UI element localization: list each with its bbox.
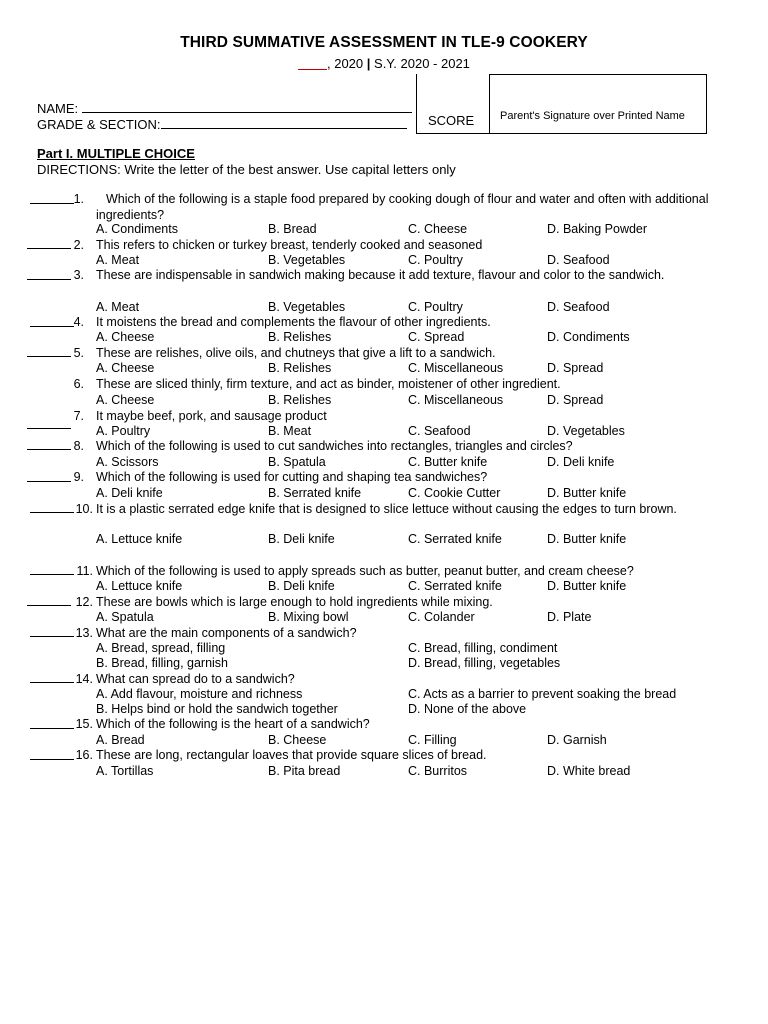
option-c: C. Poultry bbox=[408, 253, 463, 267]
option-d: D. Butter knife bbox=[547, 532, 627, 546]
option-b: B. Relishes bbox=[268, 330, 332, 344]
option-b: B. Relishes bbox=[268, 361, 332, 375]
question-text: It is a plastic serrated edge knife that is designed to slice lettuce without causing the edges to turn brown. bbox=[96, 502, 677, 516]
separator: | bbox=[366, 56, 371, 71]
option-c: C. Bread, filling, condiment bbox=[408, 641, 558, 655]
question-text: It maybe beef, pork, and sausage product bbox=[96, 409, 327, 423]
option-c: C. Seafood bbox=[408, 424, 471, 438]
question-text: Which of the following is used for cutting and shaping tea sandwiches? bbox=[96, 470, 488, 484]
option-b: B. Bread bbox=[268, 222, 317, 236]
question-number: 5. bbox=[73, 346, 84, 360]
option-c: C. Serrated knife bbox=[408, 579, 502, 593]
option-c: C. Miscellaneous bbox=[408, 361, 504, 375]
option-d: D. Spread bbox=[547, 393, 604, 407]
option-d: D. Plate bbox=[547, 610, 592, 624]
question-text: These are indispensable in sandwich making because it add texture, flavour and color to the sandwich. bbox=[96, 268, 665, 282]
option-d: D. Butter knife bbox=[547, 579, 627, 593]
option-a: A. Bread bbox=[96, 733, 145, 747]
option-b: B. Pita bread bbox=[268, 764, 341, 778]
question-number: 10. bbox=[75, 502, 93, 516]
question-number: 8. bbox=[73, 439, 84, 453]
option-b: B. Deli knife bbox=[268, 579, 335, 593]
option-a: A. Cheese bbox=[96, 361, 155, 375]
option-d: D. Garnish bbox=[547, 733, 607, 747]
score-label: SCORE bbox=[428, 113, 475, 128]
option-c: C. Butter knife bbox=[408, 455, 488, 469]
signature-box[interactable] bbox=[489, 74, 707, 134]
option-a: A. Bread, spread, filling bbox=[96, 641, 226, 655]
option-c: C. Serrated knife bbox=[408, 532, 502, 546]
option-b: B. Spatula bbox=[268, 455, 326, 469]
document-title: THIRD SUMMATIVE ASSESSMENT IN TLE-9 COOKERY bbox=[180, 34, 588, 51]
option-a: A. Meat bbox=[96, 253, 140, 267]
option-b: B. Serrated knife bbox=[268, 486, 362, 500]
question-text: These are bowls which is large enough to hold ingredients while mixing. bbox=[96, 595, 493, 609]
option-d: D. Seafood bbox=[547, 253, 610, 267]
option-c: C. Cookie Cutter bbox=[408, 486, 501, 500]
question-number: 1. bbox=[73, 192, 84, 206]
date-year: , 2020 bbox=[327, 56, 367, 71]
question-number: 7. bbox=[73, 409, 84, 423]
option-d: D. Bread, filling, vegetables bbox=[408, 656, 561, 670]
option-a: A. Condiments bbox=[96, 222, 178, 236]
option-d: D. Butter knife bbox=[547, 486, 627, 500]
option-a: A. Deli knife bbox=[96, 486, 163, 500]
question-number: 2. bbox=[73, 238, 84, 252]
school-year: S.Y. 2020 - 2021 bbox=[370, 56, 470, 71]
question-number: 14. bbox=[75, 672, 93, 686]
question-text: What can spread do to a sandwich? bbox=[96, 672, 295, 686]
name-label: NAME: bbox=[37, 101, 79, 116]
question-text: These are long, rectangular loaves that provide square slices of bread. bbox=[96, 748, 487, 762]
grade-section-line[interactable] bbox=[161, 116, 407, 129]
question-text: Which of the following is used to apply spreads such as butter, peanut butter, and cream cheese? bbox=[96, 564, 634, 578]
option-c: C. Poultry bbox=[408, 300, 463, 314]
grade-section-label: GRADE & SECTION: bbox=[37, 117, 161, 132]
option-c: C. Colander bbox=[408, 610, 475, 624]
option-a: A. Spatula bbox=[96, 610, 154, 624]
question-number: 6. bbox=[73, 377, 84, 391]
option-a: A. Add flavour, moisture and richness bbox=[96, 687, 303, 701]
question-text: Which of the following is a staple food prepared by cooking dough of flour and water and often with additional ingredients? bbox=[96, 192, 709, 222]
option-c: C. Filling bbox=[408, 733, 457, 747]
document-date-line bbox=[0, 56, 768, 71]
question-number: 16. bbox=[75, 748, 93, 762]
option-b: B. Helps bind or hold the sandwich together bbox=[96, 702, 338, 716]
date-blank: ____ bbox=[298, 56, 327, 71]
question-number: 11. bbox=[76, 564, 93, 578]
option-d: D. White bread bbox=[547, 764, 631, 778]
option-b: B. Meat bbox=[268, 424, 312, 438]
option-a: A. Tortillas bbox=[96, 764, 154, 778]
question-number: 15. bbox=[75, 717, 93, 731]
part-title: Part I. MULTIPLE CHOICE bbox=[37, 146, 195, 161]
option-a: A. Cheese bbox=[96, 393, 155, 407]
option-d: D. Baking Powder bbox=[547, 222, 648, 236]
question-number: 3. bbox=[73, 268, 84, 282]
option-a: A. Lettuce knife bbox=[96, 579, 183, 593]
question-number: 9. bbox=[73, 470, 84, 484]
option-c: C. Acts as a barrier to prevent soaking the bread bbox=[408, 687, 677, 701]
option-b: B. Cheese bbox=[268, 733, 327, 747]
option-d: D. Deli knife bbox=[547, 455, 615, 469]
question-text: Which of the following is used to cut sandwiches into rectangles, triangles and circles? bbox=[96, 439, 573, 453]
option-b: B. Vegetables bbox=[268, 253, 346, 267]
option-b: B. Deli knife bbox=[268, 532, 335, 546]
question-number: 4. bbox=[73, 315, 84, 329]
question-text: What are the main components of a sandwich? bbox=[96, 626, 357, 640]
question-text: It moistens the bread and complements the flavour of other ingredients. bbox=[96, 315, 491, 329]
option-b: B. Vegetables bbox=[268, 300, 346, 314]
option-c: C. Burritos bbox=[408, 764, 468, 778]
question-number: 12. bbox=[75, 595, 93, 609]
option-b: B. Mixing bowl bbox=[268, 610, 349, 624]
option-d: D. Spread bbox=[547, 361, 604, 375]
question-text: Which of the following is the heart of a sandwich? bbox=[96, 717, 370, 731]
option-d: D. Seafood bbox=[547, 300, 610, 314]
option-a: A. Poultry bbox=[96, 424, 151, 438]
signature-label: Parent's Signature over Printed Name bbox=[500, 110, 685, 122]
option-a: A. Scissors bbox=[96, 455, 159, 469]
option-c: C. Miscellaneous bbox=[408, 393, 504, 407]
option-d: D. None of the above bbox=[408, 702, 527, 716]
question-text: This refers to chicken or turkey breast, tenderly cooked and seasoned bbox=[96, 238, 483, 252]
option-d: D. Condiments bbox=[547, 330, 630, 344]
option-a: A. Lettuce knife bbox=[96, 532, 183, 546]
option-a: A. Meat bbox=[96, 300, 140, 314]
option-b: B. Bread, filling, garnish bbox=[96, 656, 229, 670]
option-c: C. Cheese bbox=[408, 222, 468, 236]
answer-blank[interactable] bbox=[27, 428, 71, 429]
question-text: These are relishes, olive oils, and chutneys that give a lift to a sandwich. bbox=[96, 346, 496, 360]
option-a: A. Cheese bbox=[96, 330, 155, 344]
question-number: 13. bbox=[75, 626, 93, 640]
grade-section-field[interactable] bbox=[37, 116, 407, 132]
directions: DIRECTIONS: Write the letter of the best answer. Use capital letters only bbox=[37, 162, 456, 177]
question-text: These are sliced thinly, firm texture, and act as binder, moistener of other ingredient. bbox=[96, 377, 561, 391]
name-field[interactable] bbox=[37, 100, 412, 116]
option-c: C. Spread bbox=[408, 330, 465, 344]
option-b: B. Relishes bbox=[268, 393, 332, 407]
name-line[interactable] bbox=[82, 100, 412, 113]
option-d: D. Vegetables bbox=[547, 424, 625, 438]
